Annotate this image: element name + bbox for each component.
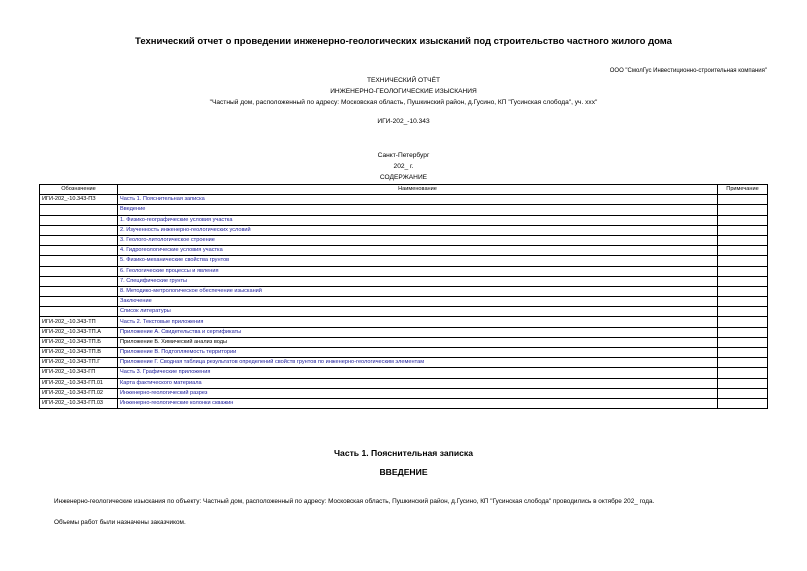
table-row — [40, 378, 768, 388]
row-name-link[interactable]: 4. Гидрогеологические условия участка — [118, 246, 718, 256]
table-row — [40, 225, 768, 235]
row-note — [718, 256, 768, 266]
document-title: Технический отчет о проведении инженерно-геологических изысканий под строительство частного жилого дома — [135, 36, 672, 47]
row-code — [40, 266, 118, 276]
contents-table-body — [40, 195, 768, 409]
table-row — [40, 195, 768, 205]
scope-paragraph: Объемы работ были назначены заказчиком. — [54, 519, 186, 526]
row-code — [40, 276, 118, 286]
cover-code: ИГИ-202_-10.343 — [377, 118, 430, 125]
table-row — [40, 235, 768, 245]
row-note — [718, 195, 768, 205]
row-note — [718, 388, 768, 398]
row-note — [718, 358, 768, 368]
row-code — [40, 286, 118, 296]
row-code: ИГИ-202_-10.343-ТП — [40, 317, 118, 327]
table-row — [40, 215, 768, 225]
row-note — [718, 348, 768, 358]
row-name-link[interactable]: Инженерно-геологический разрез — [118, 388, 718, 398]
row-note — [718, 276, 768, 286]
row-note — [718, 205, 768, 215]
table-row — [40, 205, 768, 215]
cover-footer — [0, 150, 807, 183]
cover-line-report: ТЕХНИЧЕСКИЙ ОТЧЁТ — [366, 77, 440, 84]
row-note — [718, 317, 768, 327]
row-name-link[interactable]: Часть 1. Пояснительная записка — [118, 195, 718, 205]
part-title: Часть 1. Пояснительная записка — [334, 448, 473, 458]
row-code — [40, 235, 118, 245]
row-name-link[interactable]: Приложение А. Свидетельства и сертификаты — [118, 327, 718, 337]
row-name-link[interactable]: 8. Методико-метрологическое обеспечение изысканий — [118, 286, 718, 296]
row-code: ИГИ-202_-10.343-ТП.А — [40, 327, 118, 337]
row-name-link[interactable]: Список литературы — [118, 307, 718, 317]
row-name-link[interactable]: 6. Геологические процессы и явления — [118, 266, 718, 276]
table-row — [40, 348, 768, 358]
row-note — [718, 398, 768, 408]
row-code: ИГИ-202_-10.343-ТП.Б — [40, 337, 118, 347]
row-code: ИГИ-202_-10.343-ПЗ — [40, 195, 118, 205]
row-code: ИГИ-202_-10.343-ГП.01 — [40, 378, 118, 388]
row-note — [718, 225, 768, 235]
row-note — [718, 368, 768, 378]
row-code: ИГИ-202_-10.343-ГП.02 — [40, 388, 118, 398]
row-code — [40, 297, 118, 307]
row-code — [40, 246, 118, 256]
table-row — [40, 297, 768, 307]
row-name-link[interactable]: Карта фактического материала — [118, 378, 718, 388]
row-code: ИГИ-202_-10.343-ТП.В — [40, 348, 118, 358]
row-name-link[interactable]: Приложение Г. Сводная таблица результатов определений свойств грунтов по инженерно-геологическим элементам — [118, 358, 718, 368]
row-note — [718, 266, 768, 276]
intro-title: ВВЕДЕНИЕ — [379, 467, 428, 477]
header-note: Примечание — [718, 185, 768, 195]
row-name-link[interactable]: 7. Специфические грунты — [118, 276, 718, 286]
table-row — [40, 256, 768, 266]
row-code — [40, 307, 118, 317]
row-note — [718, 337, 768, 347]
contents-heading: СОДЕРЖАНИЕ — [379, 174, 428, 181]
contents-table — [39, 184, 768, 409]
row-name-link[interactable]: Инженерно-геологические колонки скважин — [118, 398, 718, 408]
row-code — [40, 215, 118, 225]
row-code: ИГИ-202_-10.343-ГП — [40, 368, 118, 378]
row-note — [718, 327, 768, 337]
cover-year: 202_ г. — [393, 163, 414, 170]
row-name-link[interactable]: Заключение — [118, 297, 718, 307]
header-name: Наименование — [118, 185, 718, 195]
table-row — [40, 368, 768, 378]
row-name-link[interactable]: 5. Физико-механические свойства грунтов — [118, 256, 718, 266]
cover-line-object: "Частный дом, расположенный по адресу: Московская область, Пушкинский район, д.Гусино, КП "Гусинская слобода", уч. ххх" — [209, 99, 598, 106]
company-name: ООО "СмолГус Инвестиционно-строительная компания" — [609, 68, 767, 74]
table-row — [40, 266, 768, 276]
row-name-link[interactable]: 3. Геолого-литологическое строение — [118, 235, 718, 245]
row-code: ИГИ-202_-10.343-ГП.03 — [40, 398, 118, 408]
table-row — [40, 327, 768, 337]
row-code — [40, 225, 118, 235]
table-row — [40, 317, 768, 327]
row-code — [40, 205, 118, 215]
table-row — [40, 286, 768, 296]
row-note — [718, 235, 768, 245]
intro-paragraph: Инженерно-геологические изыскания по объекту: Частный дом, расположенный по адресу: Московская область, Пушкинский район, д.Гусино, КП "Гусинская слобода" проводились в октябре 202_ года. — [54, 498, 655, 505]
row-note — [718, 286, 768, 296]
header-code: Обозначение — [40, 185, 118, 195]
row-code — [40, 256, 118, 266]
table-row — [40, 337, 768, 347]
row-name-link[interactable]: 2. Изученность инженерно-геологических условий — [118, 225, 718, 235]
table-row — [40, 276, 768, 286]
row-code: ИГИ-202_-10.343-ТП.Г — [40, 358, 118, 368]
row-note — [718, 215, 768, 225]
table-row — [40, 246, 768, 256]
table-row — [40, 388, 768, 398]
row-note — [718, 246, 768, 256]
table-row — [40, 398, 768, 408]
cover-line-surveys: ИНЖЕНЕРНО-ГЕОЛОГИЧЕСКИЕ ИЗЫСКАНИЯ — [330, 88, 477, 95]
cover-heading — [0, 75, 807, 108]
row-name-link[interactable]: Часть 3. Графические приложения — [118, 368, 718, 378]
row-name-link[interactable]: Приложение В. Подтопляемость территории — [118, 348, 718, 358]
table-row — [40, 307, 768, 317]
row-name-link[interactable]: Введение — [118, 205, 718, 215]
row-name-link[interactable]: Часть 2. Текстовые приложения — [118, 317, 718, 327]
table-row — [40, 358, 768, 368]
table-header-row — [40, 185, 768, 195]
row-name-link[interactable]: 1. Физико-географические условия участка — [118, 215, 718, 225]
row-name: Приложение Б. Химический анализ воды — [118, 337, 718, 347]
row-note — [718, 307, 768, 317]
row-note — [718, 297, 768, 307]
row-note — [718, 378, 768, 388]
cover-city: Санкт-Петербург — [377, 152, 430, 159]
